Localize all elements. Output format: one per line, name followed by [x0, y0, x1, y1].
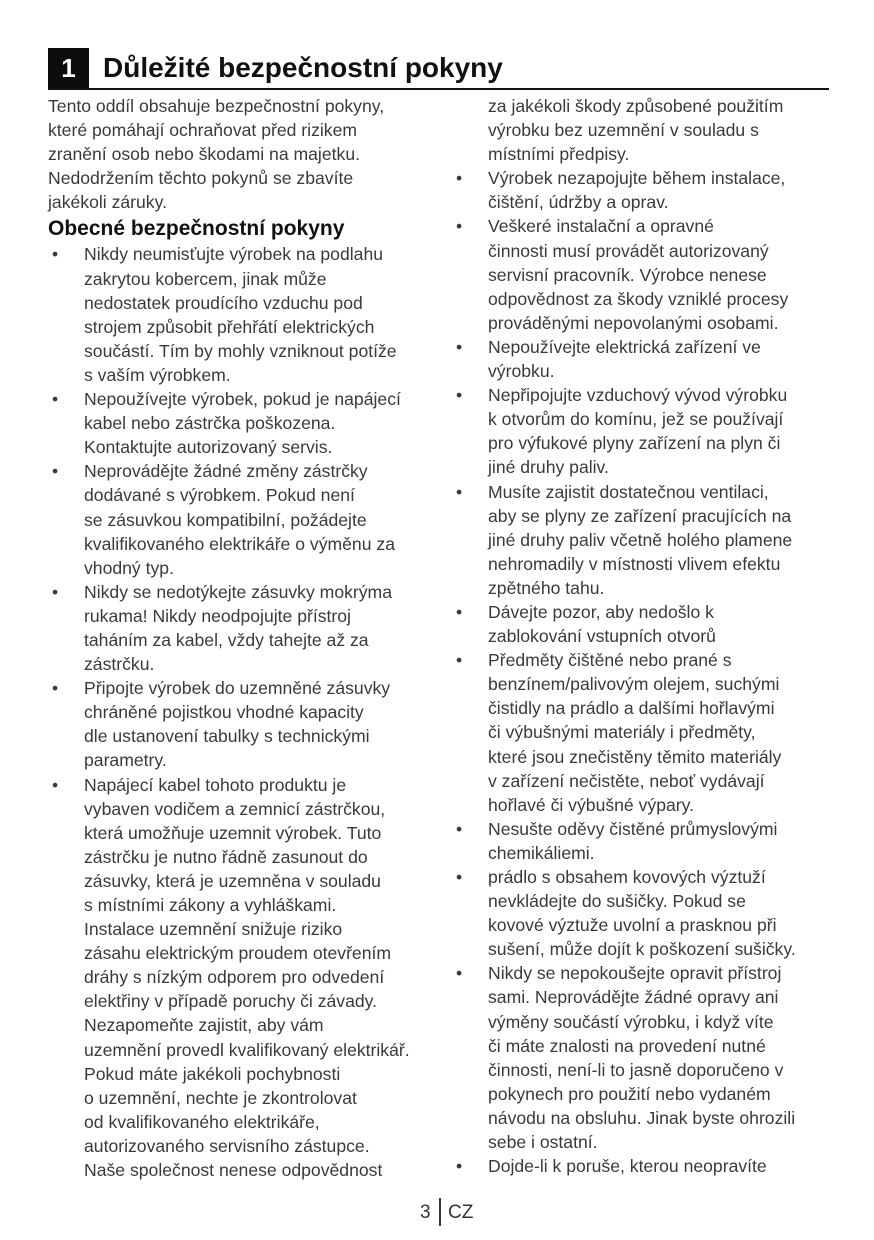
- bullet-text-line: v zařízení nečistěte, neboť vydávají: [488, 770, 765, 791]
- bullet-text-line: kvalifikovaného elektrikáře o výměnu za: [84, 533, 395, 554]
- bullet-text-line: vhodný typ.: [84, 557, 174, 578]
- bullet-text-line: pokynech pro použití nebo vydaném: [488, 1083, 771, 1104]
- bullet-text-line: jiné druhy paliv včetně holého plamene: [488, 529, 793, 550]
- bullet-text-line: kovové výztuže uvolní a prasknou při: [488, 915, 777, 936]
- bullet-text-line: Kontaktujte autorizovaný servis.: [84, 437, 333, 458]
- page-number: 3: [420, 1202, 431, 1223]
- bullet-text-line: výrobku.: [488, 361, 555, 382]
- bullet-text-line: aby se plyny ze zařízení pracujících na: [488, 505, 792, 526]
- bullet-text-line: Nepoužívejte elektrická zařízení ve: [488, 336, 761, 357]
- bullet-item: [452, 865, 836, 961]
- bullet-text-line: Nezapomeňte zajistit, aby vám: [84, 1015, 324, 1036]
- bullet-item: [452, 214, 836, 334]
- bullet-text-line: dodávané s výrobkem. Pokud není: [84, 485, 355, 506]
- bullet-icon: •: [456, 601, 463, 622]
- bullet-text-line: Dávejte pozor, aby nedošlo k: [488, 601, 714, 622]
- bullet-text-line: součástí. Tím by mohly vzniknout potíže: [84, 340, 397, 361]
- bullet-icon: •: [456, 963, 463, 984]
- bullet-text-line: prováděnými nepovolanými osobami.: [488, 312, 779, 333]
- bullet-text-line: s místními zákony a vyhláškami.: [84, 895, 337, 915]
- bullet-item: [48, 580, 440, 676]
- bullet-text-line: se zásuvkou kompatibilní, požádejte: [84, 509, 367, 530]
- bullet-text-line: činnosti, není-li to jasně doporučeno v: [488, 1059, 784, 1080]
- bullet-icon: •: [52, 389, 59, 410]
- bullet-text-line: rukama! Nikdy neodpojujte přístroj: [84, 605, 351, 626]
- bullet-text-line: čištění, údržby a oprav.: [488, 192, 669, 213]
- bullet-text-line: Neprovádějte žádné změny zástrčky: [84, 461, 368, 482]
- bullet-text-line: o uzemnění, nechte je zkontrolovat: [84, 1087, 357, 1108]
- bullet-text-line: nehromadily v místnosti vlivem efektu: [488, 553, 781, 574]
- bullet-text-line: Nikdy se nedotýkejte zásuvky mokrýma: [84, 581, 393, 602]
- bullet-icon: •: [52, 774, 59, 795]
- bullet-text-line: odpovědnost za škody vzniklé procesy: [488, 288, 789, 309]
- bullet-text-line: Dojde-li k poruše, kterou neopravíte: [488, 1156, 767, 1177]
- bullet-text-line: dle ustanovení tabulky s technickými: [84, 726, 370, 747]
- bullet-text-line: chemikáliemi.: [488, 842, 595, 863]
- bullet-text-line: Musíte zajistit dostatečnou ventilaci,: [488, 481, 769, 502]
- bullet-item: [48, 459, 440, 579]
- left-bullet-list: [48, 242, 440, 1182]
- bullet-text-line: parametry.: [84, 750, 167, 771]
- bullet-icon: •: [456, 385, 463, 406]
- page-header: [48, 48, 829, 90]
- bullet-text-line: či máte znalosti na provedení nutné: [488, 1035, 766, 1056]
- bullet-item: [452, 961, 836, 1154]
- bullet-text-line: sušení, může dojít k poškození sušičky.: [488, 939, 796, 960]
- bullet-text-line: zástrčku.: [84, 654, 155, 675]
- bullet-item: [452, 648, 836, 817]
- continuation-line: místními předpisy.: [488, 144, 630, 165]
- bullet-icon: •: [456, 336, 463, 357]
- bullet-text-line: zástrčku je nutno řádně zasunout do: [84, 846, 368, 867]
- bullet-icon: •: [52, 244, 59, 265]
- bullet-item: [452, 383, 836, 479]
- bullet-text-line: Napájecí kabel tohoto produktu je: [84, 774, 347, 795]
- bullet-text-line: elektřiny v případě poruchy či závady.: [84, 991, 378, 1012]
- page-footer: [0, 1198, 874, 1228]
- bullet-text-line: benzínem/palivovým olejem, suchými: [488, 674, 780, 695]
- bullet-icon: •: [456, 867, 463, 887]
- left-column: [48, 94, 440, 1182]
- bullet-text-line: jiné druhy paliv.: [488, 457, 609, 478]
- intro-line: Tento oddíl obsahuje bezpečnostní pokyny,: [48, 96, 385, 116]
- bullet-text-line: zpětného tahu.: [488, 577, 605, 598]
- bullet-text-line: nedostatek proudícího vzduchu pod: [84, 292, 363, 313]
- bullet-text-line: která umožňuje uzemnit výrobek. Tuto: [84, 822, 382, 843]
- bullet-text-line: servisní pracovník. Výrobce nenese: [488, 264, 767, 285]
- bullet-text-line: k otvorům do komínu, jež se používají: [488, 409, 784, 430]
- bullet-text-line: Nesušte oděvy čistěné průmyslovými: [488, 818, 778, 839]
- bullet-text-line: Veškeré instalační a opravné: [488, 216, 714, 237]
- bullet-icon: •: [52, 581, 59, 602]
- chapter-number-badge: 1: [48, 48, 89, 88]
- bullet-item: [48, 242, 440, 387]
- bullet-text-line: zablokování vstupních otvorů: [488, 626, 716, 647]
- bullet-text-line: výměny součástí výrobku, i když víte: [488, 1011, 774, 1032]
- bullet-text-line: autorizovaného servisního zástupce.: [84, 1135, 370, 1156]
- footer-separator: [439, 1198, 441, 1226]
- bullet-text-line: návodu na obsluhu. Jinak byste ohrozili: [488, 1107, 796, 1128]
- bullet-text-line: strojem způsobit přehřátí elektrických: [84, 316, 375, 337]
- continuation-text: [452, 94, 836, 166]
- right-column: [452, 94, 836, 1178]
- bullet-text-line: či výbušnými materiály i předměty,: [488, 722, 756, 743]
- bullet-icon: •: [52, 461, 59, 482]
- bullet-icon: •: [456, 168, 463, 189]
- bullet-item: [452, 600, 836, 648]
- bullet-icon: •: [456, 818, 463, 839]
- bullet-text-line: od kvalifikovaného elektrikáře,: [84, 1111, 320, 1132]
- bullet-text-line: Pokud máte jakékoli pochybnosti: [84, 1063, 341, 1084]
- bullet-text-line: uzemnění provedl kvalifikovaný elektrikář.: [84, 1039, 410, 1060]
- bullet-item: [452, 817, 836, 865]
- bullet-item: [452, 480, 836, 600]
- bullet-item: [48, 773, 440, 1183]
- bullet-icon: •: [52, 678, 59, 699]
- bullet-text-line: Instalace uzemnění snižuje riziko: [84, 919, 343, 940]
- bullet-text-line: dráhy s nízkým odporem pro odvedení: [84, 967, 385, 988]
- continuation-line: za jakékoli škody způsobené použitím: [488, 96, 784, 116]
- bullet-icon: •: [456, 1156, 463, 1177]
- bullet-item: [452, 166, 836, 214]
- bullet-text-line: taháním za kabel, vždy tahejte až za: [84, 629, 369, 650]
- bullet-item: [452, 335, 836, 383]
- continuation-line: výrobku bez uzemnění v souladu s: [488, 120, 759, 141]
- bullet-text-line: zakrytou kobercem, jinak může: [84, 268, 327, 289]
- bullet-text-line: sami. Neprovádějte žádné opravy ani: [488, 987, 779, 1008]
- bullet-text-line: Výrobek nezapojujte během instalace,: [488, 168, 786, 189]
- bullet-text-line: zásuvky, která je uzemněna v souladu: [84, 870, 381, 891]
- bullet-item: [452, 1154, 836, 1178]
- bullet-text-line: prádlo s obsahem kovových výztuží: [488, 867, 766, 887]
- page-title: Důležité bezpečnostní pokyny: [103, 52, 503, 83]
- intro-line: zranění osob nebo škodami na majetku.: [48, 144, 360, 165]
- bullet-text-line: pro výfukové plyny zařízení na plyn či: [488, 433, 781, 454]
- bullet-item: [48, 387, 440, 459]
- bullet-icon: •: [456, 481, 463, 502]
- bullet-text-line: Předměty čištěné nebo prané s: [488, 650, 732, 671]
- bullet-text-line: nevkládejte do sušičky. Pokud se: [488, 891, 746, 912]
- bullet-icon: •: [456, 216, 463, 237]
- intro-line: jakékoli záruky.: [48, 192, 167, 213]
- bullet-text-line: zásahu elektrickým proudem otevřením: [84, 943, 392, 964]
- bullet-text-line: sebe i ostatní.: [488, 1132, 598, 1153]
- bullet-text-line: čistidly na prádlo a dalšími hořlavými: [488, 698, 775, 719]
- section-heading: Obecné bezpečnostní pokyny: [48, 217, 345, 241]
- bullet-text-line: s vaším výrobkem.: [84, 364, 231, 385]
- bullet-text-line: hořlavé či výbušné výpary.: [488, 794, 695, 815]
- intro-line: které pomáhají ochraňovat před rizikem: [48, 120, 358, 141]
- language-code: CZ: [448, 1202, 474, 1223]
- right-bullet-list: [452, 166, 836, 1178]
- bullet-text-line: Nepřipojujte vzduchový vývod výrobku: [488, 385, 788, 406]
- bullet-text-line: Připojte výrobek do uzemněné zásuvky: [84, 678, 391, 699]
- bullet-text-line: které jsou znečistěny těmito materiály: [488, 746, 782, 767]
- bullet-text-line: vybaven vodičem a zemnicí zástrčkou,: [84, 798, 386, 819]
- bullet-text-line: Nikdy neumisťujte výrobek na podlahu: [84, 244, 384, 265]
- intro-line: Nedodržením těchto pokynů se zbavíte: [48, 168, 354, 189]
- bullet-text-line: chráněné pojistkou vhodné kapacity: [84, 702, 364, 723]
- intro-paragraph: [48, 94, 440, 214]
- bullet-icon: •: [456, 650, 463, 671]
- bullet-text-line: Nepoužívejte výrobek, pokud je napájecí: [84, 389, 401, 410]
- bullet-item: [48, 676, 440, 772]
- bullet-text-line: činnosti musí provádět autorizovaný: [488, 240, 769, 261]
- bullet-text-line: Nikdy se nepokoušejte opravit přístroj: [488, 963, 782, 984]
- bullet-text-line: Naše společnost nenese odpovědnost: [84, 1160, 383, 1181]
- bullet-text-line: kabel nebo zástrčka poškozena.: [84, 413, 336, 434]
